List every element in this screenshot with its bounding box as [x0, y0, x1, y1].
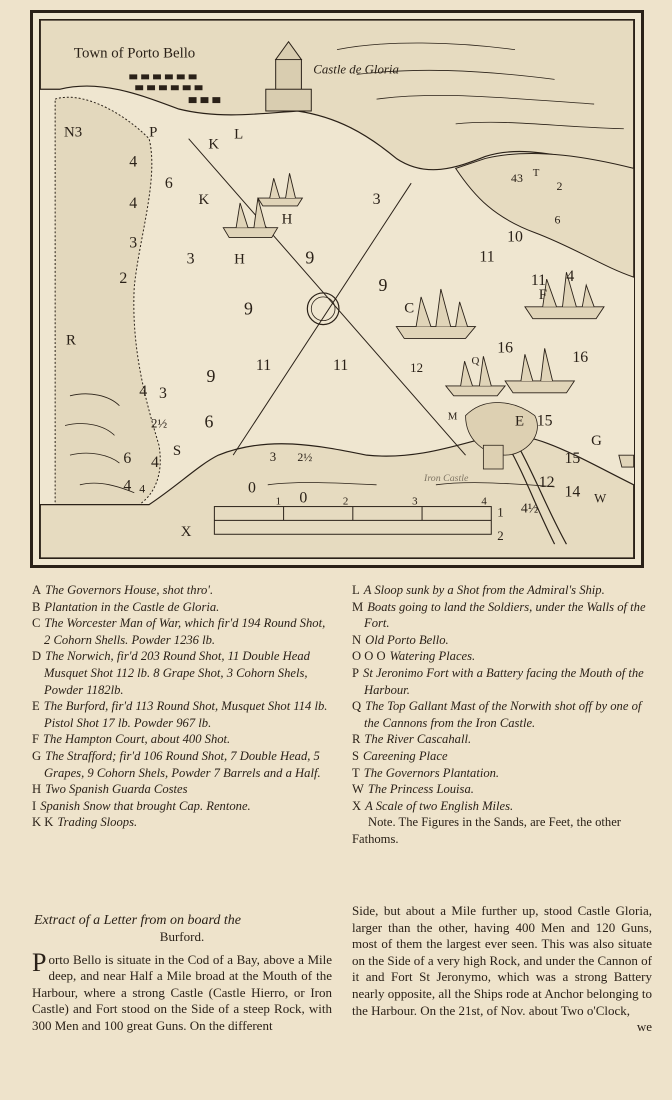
- map-mark-g: G: [591, 433, 602, 450]
- sounding: 4: [566, 268, 575, 286]
- sounding: 12: [538, 473, 555, 491]
- legend-right: [352, 582, 652, 848]
- sounding: 0: [299, 489, 308, 507]
- sounding: 16: [572, 349, 589, 367]
- legend-left: [32, 582, 332, 831]
- legend-item: G The Strafford; fir'd 106 Round Shot, 7 Double Head, 5 Grapes, 9 Cohorn Shels, Powder 7 Barrels and a Half.: [32, 748, 321, 780]
- map-title: Town of Porto Bello: [73, 45, 196, 62]
- sounding: 6: [554, 212, 561, 227]
- legend-item: B Plantation in the Castle de Gloria.: [32, 599, 220, 614]
- article-title: Extract of a Letter from on board the: [34, 913, 241, 928]
- sounding: 6: [164, 175, 173, 193]
- drop-cap: P: [32, 947, 47, 977]
- sounding: 11: [255, 357, 272, 375]
- legend-item: C The Worcester Man of War, which fir'd 194 Round Shot, 2 Cohorn Shells. Powder 1236 lb.: [32, 616, 326, 647]
- map-frame: [30, 10, 644, 568]
- sounding: 4: [123, 477, 132, 495]
- sounding: 3: [158, 384, 167, 402]
- iron-castle-label: Iron Castle: [424, 472, 469, 484]
- sounding: 4: [129, 153, 138, 171]
- legend-item: T The Governors Plantation.: [352, 765, 500, 780]
- legend-item: R The River Cascahall.: [352, 732, 472, 747]
- sounding: 9: [305, 247, 315, 268]
- sounding: 4: [151, 454, 159, 472]
- sounding: 4: [129, 194, 138, 212]
- map-mark-f: F: [538, 286, 547, 303]
- sounding: 11: [479, 248, 495, 266]
- legend-item: F The Hampton Court, about 400 Shot.: [32, 732, 231, 747]
- scale-mark: 1: [275, 495, 282, 508]
- legend-item: X A Scale of two English Miles.: [352, 798, 514, 813]
- sounding: 4½: [520, 500, 539, 516]
- harbour-map: [40, 20, 634, 558]
- map-mark-p: P: [149, 124, 158, 141]
- map-mark-k: K: [208, 136, 220, 153]
- sounding: 2: [119, 270, 128, 288]
- sounding: 16: [497, 339, 514, 357]
- map-mark-m: M: [447, 410, 458, 423]
- map-mark-k2: K: [198, 191, 210, 208]
- sounding: 3: [186, 250, 195, 268]
- map-mark-l: L: [234, 126, 244, 143]
- legend-item: P St Jeronimo Fort with a Battery facing the Mouth of the Harbour.: [352, 665, 644, 697]
- scale-mark: 1: [497, 505, 504, 520]
- sounding: 2: [556, 179, 563, 194]
- sounding: 6: [123, 450, 132, 468]
- sounding: 9: [244, 298, 253, 319]
- sounding: 11: [333, 357, 349, 375]
- sounding: 10: [507, 228, 523, 246]
- catchword: we: [636, 1019, 652, 1035]
- article-paragraph-left: Porto Bello is situate in the Cod of a Bay, above a Mile deep, and near Half a Mile broad at the Mouth of the Harbour, where a strong Castle (Castle Hierro, or Iron Castle) and Fort stood on the Side of a steep Rock, with 300 Men and 100 great Guns. On the different: [32, 947, 332, 1033]
- legend-item: S Careening Place: [352, 748, 448, 763]
- castle-gloria-label: Castle de Gloria: [313, 62, 399, 77]
- legend-item: M Boats going to land the Soldiers, under the Walls of the Fort.: [352, 599, 646, 631]
- sounding: 14: [564, 483, 581, 501]
- map-mark-q: Q: [471, 355, 480, 368]
- map-mark-c: C: [404, 300, 415, 317]
- sounding: 15: [536, 412, 553, 430]
- sounding: 0: [247, 479, 256, 497]
- sounding: 3: [129, 234, 138, 252]
- sounding: 9: [206, 365, 216, 386]
- sounding: 4: [139, 481, 146, 496]
- article-left-column: [32, 912, 332, 1035]
- sounding: 3: [269, 450, 277, 465]
- sounding: 43: [511, 171, 523, 186]
- map-mark-s: S: [172, 443, 182, 460]
- map-mark-n3: N3: [64, 124, 83, 141]
- sounding: 4: [139, 382, 148, 400]
- sounding: 11: [530, 272, 547, 290]
- article-paragraph-right: Side, but about a Mile further up, stood Castle Gloria, larger than the other, having 400 Men and 120 Guns, most of them the largest ever seen. This was also situate on the Side of a very high Rock, and under the Cannon of it and Fort St Jeronymo, which was a strong Battery nearly opposite, all the Ships rode at Anchor belonging to the Harbour. On the 21st, of Nov. about Two o'Clock,: [352, 903, 653, 1018]
- legend-item: O O O Watering Places.: [352, 649, 476, 664]
- legend-item: D The Norwich, fir'd 203 Round Shot, 11 Double Head Musquet Shot 112 lb. 8 Grape Shot, 3 Cohorn Shels, Powder 1182lb.: [32, 649, 310, 697]
- legend-item: A The Governors House, shot thro'.: [32, 583, 214, 597]
- scale-mark: 3: [412, 495, 418, 508]
- sounding: 6: [204, 411, 214, 432]
- map-inner-border: [39, 19, 635, 559]
- article-right-column: [352, 903, 652, 1036]
- legend-item: N Old Porto Bello.: [352, 632, 449, 647]
- legend-item: E The Burford, fir'd 113 Round Shot, Musquet Shot 114 lb. Pistol Shot 17 lb. Powder 967 lb.: [32, 699, 328, 730]
- legend-item: K K Trading Sloops.: [32, 815, 138, 830]
- legend-item: I Spanish Snow that brought Cap. Rentone.: [32, 798, 251, 813]
- article-subtitle: Burford.: [159, 929, 205, 944]
- map-mark-x: X: [180, 524, 192, 541]
- sounding: 2½: [151, 416, 168, 431]
- scale-mark: 2: [342, 495, 349, 508]
- map-mark-e: E: [515, 413, 525, 430]
- sounding: 12: [410, 361, 424, 376]
- legend-item: H Two Spanish Guarda Costes: [32, 782, 188, 797]
- legend-item: Q The Top Gallant Mast of the Norwith shot off by one of the Cannons from the Iron Castle.: [352, 699, 642, 730]
- scale-mark: 2: [497, 529, 504, 544]
- legend-note: Note. The Figures in the Sands, are Feet, the other Fathoms.: [352, 815, 621, 846]
- map-mark-t: T: [532, 167, 540, 180]
- map-mark-h2: H: [234, 251, 245, 268]
- map-mark-w: W: [594, 491, 607, 506]
- legend-item: W The Princess Louisa.: [352, 782, 474, 797]
- sounding: 2½: [297, 450, 313, 465]
- sounding: 9: [378, 274, 388, 295]
- scale-mark: 4: [481, 495, 487, 508]
- map-mark-r: R: [66, 332, 76, 349]
- sounding: 15: [564, 450, 581, 468]
- map-mark-h: H: [281, 211, 293, 228]
- legend-item: L A Sloop sunk by a Shot from the Admiral's Ship.: [352, 583, 605, 597]
- sounding: 3: [372, 190, 381, 208]
